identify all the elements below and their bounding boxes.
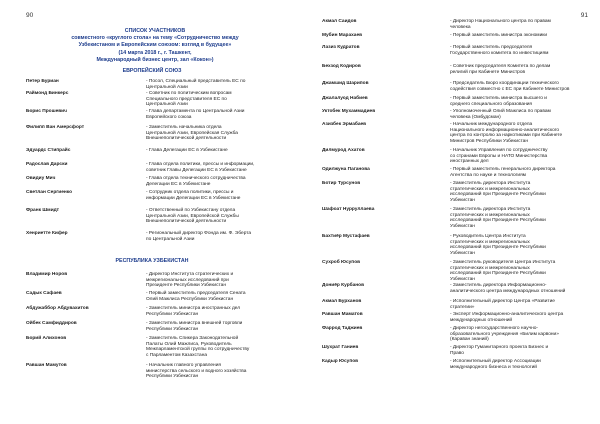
- section-heading: РЕСПУБЛИКА УЗБЕКИСТАН: [115, 258, 189, 264]
- participant-name: Дониёр Курбанов: [322, 283, 365, 288]
- participant-position: [146, 306, 278, 317]
- participant-name: Борий Алихонов: [26, 336, 67, 341]
- participant-name: Акмал Бурханов: [322, 299, 362, 304]
- position-line: Министров Республики Узбекистан: [450, 138, 528, 144]
- participant-position: [146, 231, 278, 242]
- participant-row: [26, 208, 278, 225]
- participant-row: [26, 321, 278, 332]
- participant-name: Шухрат Ганиев: [322, 345, 359, 350]
- participant-name: Хенриетте Кифер: [26, 231, 68, 236]
- position-line: Право: [450, 350, 464, 356]
- participant-position: [146, 272, 278, 289]
- position-line: образовательного учреждения «Билим карвони»: [450, 331, 559, 337]
- position-line: Республики Узбекистан: [146, 326, 199, 332]
- participant-row: [26, 272, 278, 289]
- position-line: - Начальник Управления по сотрудничеству: [450, 148, 548, 153]
- position-line: - Начальник главного управления: [146, 363, 221, 368]
- title-line: Международный бизнес центр, зал «Кокон»): [96, 56, 214, 63]
- participant-name: Джамшид Шарипов: [322, 81, 369, 86]
- position-line: - Директор Национального центра по правам: [450, 19, 551, 24]
- title-line: Узбекистаном и Европейским союзом: взгляд в будущее»: [78, 42, 232, 49]
- position-line: Специального представителя ЕС по: [146, 96, 227, 102]
- participant-name: Шафоат Нурруллаева: [322, 207, 375, 212]
- participant-name: Владимир Норов: [26, 272, 68, 277]
- position-line: - Первый заместитель председателя: [450, 45, 533, 50]
- participant-position: [146, 336, 278, 358]
- participant-row: [322, 96, 588, 107]
- position-line: содействия совместно с ЕС при Кабинете Министров: [450, 86, 570, 92]
- position-line: - Исполнительный директор Центра «Развитие: [450, 299, 555, 304]
- position-line: - Глава департамента по Центральной Азии: [146, 109, 245, 114]
- section-heading: ЕВРОПЕЙСКИЙ СОЮЗ: [122, 68, 182, 74]
- participant-name: Джалалуод Набиев: [322, 96, 368, 101]
- participant-row: [322, 181, 588, 203]
- position-line: - Заместитель руководителя Центра Института: [450, 260, 556, 265]
- position-line: Национального информационно-аналитического: [450, 127, 560, 133]
- position-line: с Парламентом Казахстана: [146, 352, 208, 358]
- participant-position: [146, 91, 278, 108]
- page-number: 90: [26, 12, 34, 19]
- participant-row: [26, 125, 278, 142]
- participant-name: Бехзод Кодиров: [322, 64, 361, 69]
- document-title: [26, 28, 284, 64]
- participant-position: [146, 208, 278, 225]
- position-line: - Председатель Бюро координации технического: [450, 81, 559, 86]
- participant-position: [450, 96, 588, 107]
- participant-position: [450, 64, 588, 75]
- title-line: совместного «круглого стола» на тему «Сотрудничество между: [71, 35, 239, 42]
- position-line: со странами Европы и НАТО Министерства: [450, 153, 548, 159]
- participant-position: [450, 181, 588, 203]
- position-line: - Заместитель министра внешней торговли: [146, 321, 243, 326]
- participant-position: [146, 321, 278, 332]
- participant-name: Эдуардс Стипрайс: [26, 148, 71, 153]
- participant-position: [450, 45, 588, 56]
- position-line: советник Главы Делегации ЕС в Узбекистане: [146, 167, 247, 173]
- position-line: - Первый заместитель председателя Сената: [146, 291, 246, 296]
- position-line: - Сотрудник отдела политики, прессы и: [146, 190, 234, 195]
- position-line: Агентства по науке и технологиям: [450, 172, 526, 178]
- participant-row: [322, 359, 588, 370]
- participant-position: [146, 176, 278, 187]
- participant-name: Франк Шмидт: [26, 208, 60, 213]
- participant-position: [450, 326, 588, 343]
- participant-row: [26, 176, 278, 187]
- position-line: человека (Омбудсман): [450, 114, 501, 120]
- position-line: Узбекистан: [450, 223, 475, 229]
- position-line: - Заместитель начальника отдела: [146, 125, 222, 130]
- position-line: аналитического центра международных отношений: [450, 288, 566, 294]
- position-line: - Первый заместитель генерального директора: [450, 167, 556, 172]
- participant-position: [146, 148, 278, 154]
- position-line: среднего специального образования: [450, 101, 533, 107]
- participant-row: [322, 45, 588, 56]
- position-line: Внешнеполитической деятельности: [146, 219, 227, 225]
- participant-name: Уктобек Мухаммадиев: [322, 109, 376, 114]
- participant-position: [450, 148, 588, 165]
- participant-position: [450, 19, 588, 30]
- position-line: Узбекистан: [450, 250, 475, 256]
- participant-row: [322, 167, 588, 178]
- participant-row: [26, 79, 278, 90]
- position-line: Центральной Азии, Европейская Служба: [146, 130, 238, 136]
- participant-row: [26, 91, 278, 108]
- participant-position: [146, 125, 278, 142]
- position-line: Олий Мажлиса Республики Узбекистан: [146, 296, 234, 302]
- position-line: Центральной Азии: [146, 84, 188, 90]
- position-line: - Первый заместитель министра экономики: [450, 33, 548, 38]
- position-line: стратегических и межрегиональных: [450, 239, 530, 245]
- participant-name: Одилжуна Паганова: [322, 167, 370, 172]
- participant-row: [26, 336, 278, 358]
- participant-name: Мубин Марахаев: [322, 33, 363, 38]
- position-line: центра по контролю за наркотиками при Кабинете: [450, 133, 563, 139]
- position-line: информации Делегации ЕС в Узбекистане: [146, 195, 241, 201]
- position-line: международных отношений: [450, 317, 513, 323]
- position-line: Государственного комитета по инвестициям: [450, 50, 549, 56]
- position-line: Делегации ЕС в Узбекистане: [146, 181, 211, 187]
- participant-position: [146, 363, 278, 380]
- participant-row: [322, 345, 588, 356]
- position-line: министерства сельского и водного хозяйства: [146, 368, 247, 374]
- position-line: межрегиональных исследований при: [146, 277, 229, 283]
- participant-row: [322, 326, 588, 343]
- position-line: - Руководитель Центра Института: [450, 234, 526, 239]
- participant-position: [450, 109, 588, 120]
- position-line: человека: [450, 24, 471, 30]
- participant-name: Садык Сафаев: [26, 291, 62, 296]
- position-line: - Уполномоченный Олий Мажлиса по правам: [450, 109, 551, 114]
- position-line: Межпарламентской группы по сотрудничеству: [146, 347, 250, 353]
- participant-row: [26, 231, 278, 242]
- participant-row: [322, 283, 588, 294]
- participant-row: [26, 190, 278, 201]
- position-line: - Заместитель Спикера Законодательной: [146, 336, 239, 341]
- participant-name: Борис Прошевич: [26, 109, 67, 114]
- position-line: исследований при Президенте Республики: [450, 271, 546, 277]
- participant-row: [322, 312, 588, 323]
- position-line: стратегических и межрегиональных: [450, 265, 530, 271]
- position-line: стратегии»: [450, 304, 475, 310]
- participant-name: Равшан Маматов: [322, 312, 363, 317]
- participant-name: Абдужаббор Абдувахитов: [26, 306, 89, 311]
- participant-name: Акмал Саидов: [322, 19, 357, 24]
- participant-row: [322, 299, 588, 310]
- participant-name: Петер Буриан: [26, 79, 59, 84]
- participant-row: [322, 33, 588, 39]
- position-line: Узбекистан: [450, 197, 475, 203]
- participant-position: [450, 207, 588, 229]
- position-line: Палаты Олий Мажлиса, Руководитель: [146, 341, 232, 347]
- position-line: - Директор Гуманитарного проекта Бизнес и: [450, 345, 549, 350]
- position-line: - Советник председателя Комитета по делам: [450, 64, 551, 69]
- participant-name: Фаррод Таджиев: [322, 326, 363, 331]
- participant-row: [322, 260, 588, 282]
- participant-row: [322, 64, 588, 75]
- participant-row: [26, 306, 278, 317]
- position-line: - Глава отдела технического сотрудничества: [146, 176, 246, 181]
- position-line: - Глава отдела политики, прессы и информации,: [146, 162, 255, 167]
- position-line: - Заместитель директора Информационно-: [450, 283, 547, 288]
- participant-position: [450, 81, 588, 92]
- participant-name: Овидиу Мич: [26, 176, 56, 181]
- position-line: по Центральной Азии: [146, 236, 195, 242]
- participant-name: Сухроб Юсупов: [322, 260, 361, 265]
- participant-position: [146, 190, 278, 201]
- participant-position: [146, 109, 278, 120]
- participant-row: [322, 19, 588, 30]
- position-line: - Эксперт Информационно-аналитического центра: [450, 312, 564, 317]
- participant-row: [322, 122, 588, 144]
- position-line: Президенте Республики Узбекистан: [146, 283, 226, 289]
- position-line: Центральной Азии, Европейской Службы: [146, 213, 239, 219]
- position-line: - Первый заместитель министра высшего и: [450, 96, 547, 101]
- participant-position: [450, 234, 588, 256]
- participant-position: [450, 167, 588, 178]
- position-line: стратегических и межрегиональных: [450, 212, 530, 218]
- position-line: - Ответственный по Узбекистану отдела: [146, 208, 236, 213]
- position-line: - Посол, Специальный представитель ЕС по: [146, 79, 246, 84]
- position-line: исследований при Президенте Республики: [450, 192, 546, 198]
- position-line: религий при Кабинете Министров: [450, 69, 526, 75]
- participant-row: [26, 363, 278, 380]
- position-line: Республики Узбекистан: [146, 311, 199, 317]
- position-line: Центральной Азии: [146, 102, 188, 108]
- participant-name: Равшан Мамутов: [26, 363, 67, 368]
- position-line: Республики Узбекистан: [146, 374, 199, 380]
- title-line: (14 марта 2018 г., г. Ташкент,: [118, 49, 192, 56]
- title-line: СПИСОК УЧАСТНИКОВ: [124, 28, 186, 34]
- participant-row: [322, 234, 588, 256]
- position-line: Внешнеполитической деятельности: [146, 136, 227, 142]
- participant-position: [450, 359, 588, 370]
- position-line: исследований при Президенте Республики: [450, 245, 546, 251]
- position-line: - Директор Института стратегических и: [146, 272, 234, 277]
- participant-name: Кадыр Юсупов: [322, 359, 359, 364]
- participant-position: [450, 345, 588, 356]
- participant-row: [322, 207, 588, 229]
- position-line: - Региональный директор Фонда им. Ф. Эберта: [146, 231, 252, 236]
- participant-name: Лазиз Кудратов: [322, 45, 360, 50]
- participant-name: Ойбек Самфиддиров: [26, 321, 77, 326]
- position-line: - Исполнительный директор Ассоциации: [450, 359, 541, 364]
- position-line: - Заместитель директора Института: [450, 207, 531, 212]
- participant-name: Бахтиёр Мустафаев: [322, 234, 370, 239]
- position-line: - Заместитель директора Института: [450, 181, 531, 186]
- participant-row: [322, 109, 588, 120]
- page-number: 91: [580, 12, 588, 19]
- position-line: - Советник по политическим вопросам: [146, 91, 232, 96]
- participant-position: [450, 260, 588, 282]
- position-line: исследований при Президенте Республики: [450, 218, 546, 224]
- position-line: иностранных дел: [450, 159, 489, 165]
- position-line: Европейского союза: [146, 114, 192, 120]
- position-line: - Начальник международного отдела: [450, 122, 533, 127]
- participant-name: Азизбек Эрмабаев: [322, 122, 367, 127]
- participant-position: [450, 33, 588, 39]
- position-line: - Глава Делегации ЕС в Узбекистане: [146, 148, 228, 153]
- participant-position: [146, 79, 278, 90]
- participant-position: [450, 283, 588, 294]
- participant-name: Ботир Турсунов: [322, 181, 361, 186]
- participant-name: Дилмурод Ахатов: [322, 148, 365, 153]
- participant-name: Филипп Ван Амерсфорт: [26, 125, 85, 130]
- position-line: международного бизнеса и технологий: [450, 364, 537, 370]
- participant-name: Светлан Сергиенко: [26, 190, 73, 195]
- participant-position: [146, 291, 278, 302]
- participant-name: Раймонд Бинкерс: [26, 91, 69, 96]
- participant-position: [450, 312, 588, 323]
- participant-row: [26, 109, 278, 120]
- participant-row: [322, 148, 588, 165]
- position-line: Узбекистан: [450, 276, 475, 282]
- participant-row: [26, 291, 278, 302]
- position-line: (Караван знаний): [450, 337, 489, 343]
- participant-name: Радослав Дарски: [26, 162, 68, 167]
- position-line: - Заместитель министра иностранных дел: [146, 306, 241, 311]
- participant-position: [450, 299, 588, 310]
- position-line: стратегических и межрегиональных: [450, 186, 530, 192]
- position-line: - Директор негосударственного научно-: [450, 326, 539, 331]
- participant-position: [146, 162, 278, 173]
- participant-row: [26, 148, 278, 154]
- participant-row: [322, 81, 588, 92]
- participant-position: [450, 122, 588, 144]
- participant-row: [26, 162, 278, 173]
